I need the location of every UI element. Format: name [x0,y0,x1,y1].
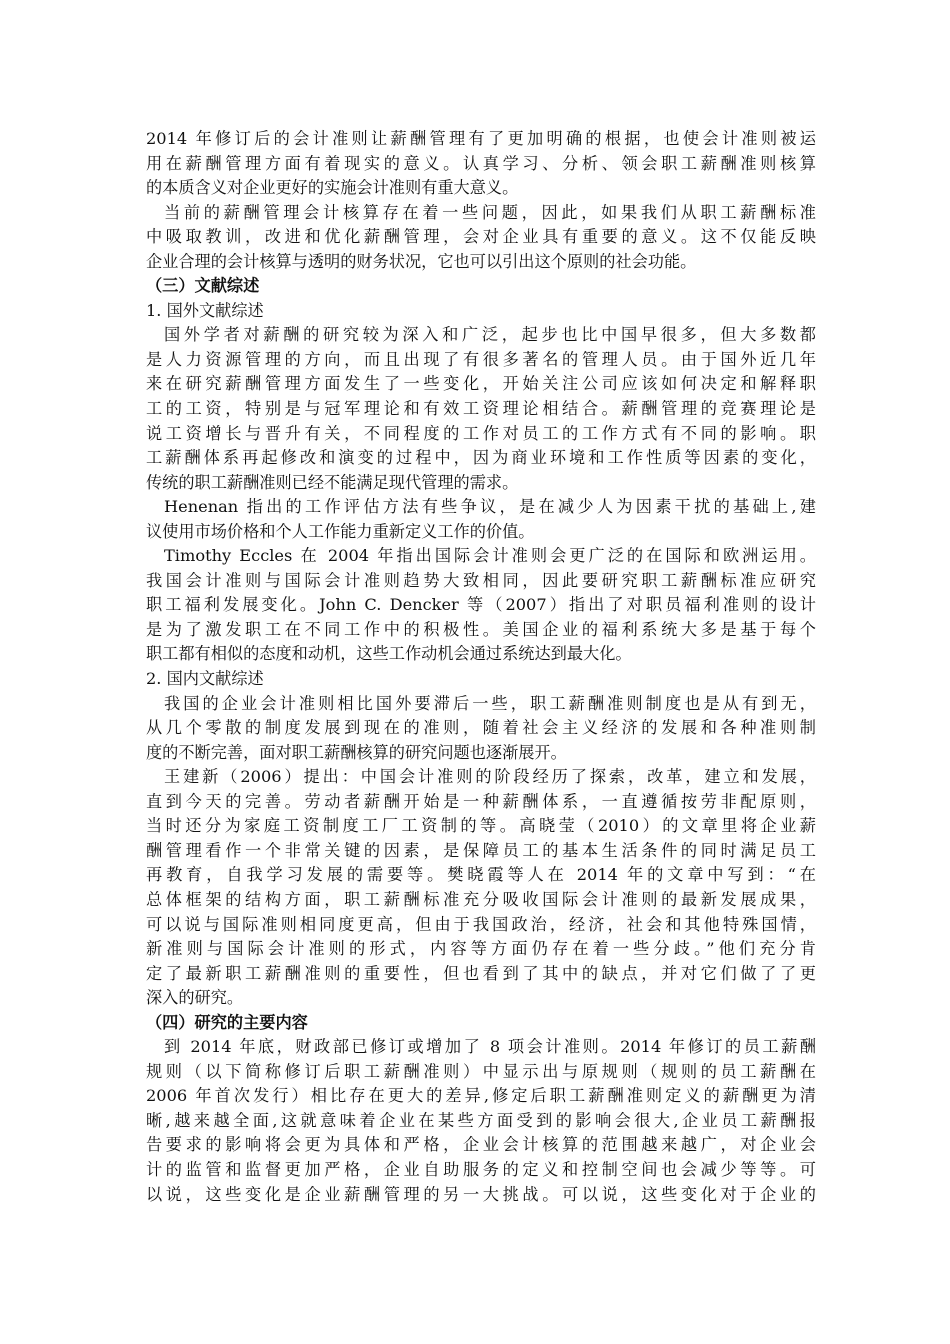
text-line: 工的工资，特别是与冠军理论和有效工资理论相结合。薪酬管理的竞赛理论是 [146,399,816,419]
text-line: 职工都有相似的态度和动机，这些工作动机会通过系统达到最大化。 [146,644,632,664]
text-line: 直到今天的完善。劳动者薪酬开始是一种薪酬体系，一直遵循按劳非配原则， [146,791,816,811]
paragraph [146,544,816,667]
text-line: 我国的企业会计准则相比国外要滞后一些，职工薪酬准则制度也是从有到无， [164,693,816,713]
text-line: Henenan 指出的工作评估方法有些争议，是在减少人为因素干扰的基础上,建 [164,497,816,517]
text-line: 说工资增长与晋升有关，不同程度的工作对员工的工作方式有不同的影响。职 [146,423,816,443]
text-line: 职工福利发展变化。John C. Dencker 等（2007）指出了对职员福利准则的设计 [146,595,816,615]
text-line: 再教育，自我学习发展的需要等。樊晓霞等人在 2014 年的文章中写到：“在 [146,865,816,885]
paragraph [146,1035,816,1207]
text-line: 1. 国外文献综述 [146,300,264,320]
text-line: （三）文献综述 [146,276,260,296]
text-line: 是人力资源管理的方向，而且出现了有很多著名的管理人员。由于国外近几年 [146,349,816,369]
text-line: 2006 年首次发行）相比存在更大的差异,修定后职工薪酬准则定义的薪酬更为清 [146,1086,816,1106]
text-line: 告要求的影响将会更为具体和严格，企业会计核算的范围越来越广，对企业会 [146,1135,816,1155]
text-line: 来在研究薪酬管理方面发生了一些变化，开始关注公司应该如何决定和解释职 [146,374,816,394]
text-line: 我国会计准则与国际会计准则趋势大致相同，因此要研究职工薪酬标准应研究 [146,570,816,590]
text-line: 2014 年修订后的会计准则让薪酬管理有了更加明确的根据，也使会计准则被运 [146,129,816,148]
text-line: 晰,越来越全面,这就意味着企业在某些方面受到的影响会很大,企业员工薪酬报 [146,1110,816,1130]
paragraph [146,765,816,1010]
text-line: 是为了激发职工在不同工作中的积极性。美国企业的福利系统大多是基于每个 [146,619,816,639]
text-line: 可以说与国际准则相同度更高，但由于我国政治，经济，社会和其他特殊国情， [146,914,816,934]
text-line: 工薪酬体系再起修改和演变的过程中，因为商业环境和工作性质等因素的变化， [146,448,816,468]
paragraph [146,201,816,275]
subsection-heading [146,299,816,324]
paragraph [146,323,816,495]
text-line: 国外学者对薪酬的研究较为深入和广泛，起步也比中国早很多，但大多数都 [164,325,816,345]
paragraph [146,692,816,766]
text-line: （四）研究的主要内容 [146,1012,308,1032]
text-line: Timothy Eccles 在 2004 年指出国际会计准则会更广泛的在国际和欧洲运用。 [164,546,816,566]
text-line: 新准则与国际会计准则的形式，内容等方面仍存在着一些分歧。”他们充分肯 [146,939,816,959]
text-line: 总体框架的结构方面，职工薪酬标准充分吸收国际会计准则的最新发展成果， [146,889,816,909]
paragraph [146,495,816,544]
text-line: 2. 国内文献综述 [146,669,264,689]
text-line: 从几个零散的制度发展到现在的准则，随着社会主义经济的发展和各种准则制 [146,718,816,738]
text-line: 中吸取教训，改进和优化薪酬管理，会对企业具有重要的意义。这不仅能反映 [146,227,816,247]
text-line: 深入的研究。 [146,988,244,1008]
text-line: 的本质含义对企业更好的实施会计准则有重大意义。 [146,178,519,198]
text-line: 当前的薪酬管理会计核算存在着一些问题，因此，如果我们从职工薪酬标准 [164,202,816,222]
paragraph [146,127,816,201]
text-line: 企业合理的会计核算与透明的财务状况，它也可以引出这个原则的社会功能。 [146,251,697,271]
text-line: 定了最新职工薪酬准则的重要性，但也看到了其中的缺点，并对它们做了了更 [146,963,816,983]
text-line: 计的监管和监督更加严格，企业自助服务的定义和控制空间也会减少等等。可 [146,1159,816,1179]
text-line: 酬管理看作一个非常关键的因素，是保障员工的基本生活条件的同时满足员工 [146,840,816,860]
text-line: 当时还分为家庭工资制度工厂工资制的等。高晓莹（2010）的文章里将企业薪 [146,816,816,836]
section-heading [146,1011,816,1036]
text-line: 规则（以下简称修订后职工薪酬准则）中显示出与原规则（规则的员工薪酬在 [146,1061,816,1081]
text-line: 议使用市场价格和个人工作能力重新定义工作的价值。 [146,521,535,541]
text-line: 传统的职工薪酬准则已经不能满足现代管理的需求。 [146,472,519,492]
subsection-heading [146,667,816,692]
document-page [146,127,816,1207]
section-heading [146,274,816,299]
text-line: 以说，这些变化是企业薪酬管理的另一大挑战。可以说，这些变化对于企业的 [146,1184,816,1204]
text-line: 用在薪酬管理方面有着现实的意义。认真学习、分析、领会职工薪酬准则核算 [146,153,816,173]
text-line: 王建新（2006）提出：中国会计准则的阶段经历了探索，改革，建立和发展， [164,767,816,787]
text-line: 度的不断完善，面对职工薪酬核算的研究问题也逐渐展开。 [146,742,567,762]
text-line: 到 2014 年底，财政部已修订或增加了 8 项会计准则。2014 年修订的员工薪酬 [164,1037,816,1057]
